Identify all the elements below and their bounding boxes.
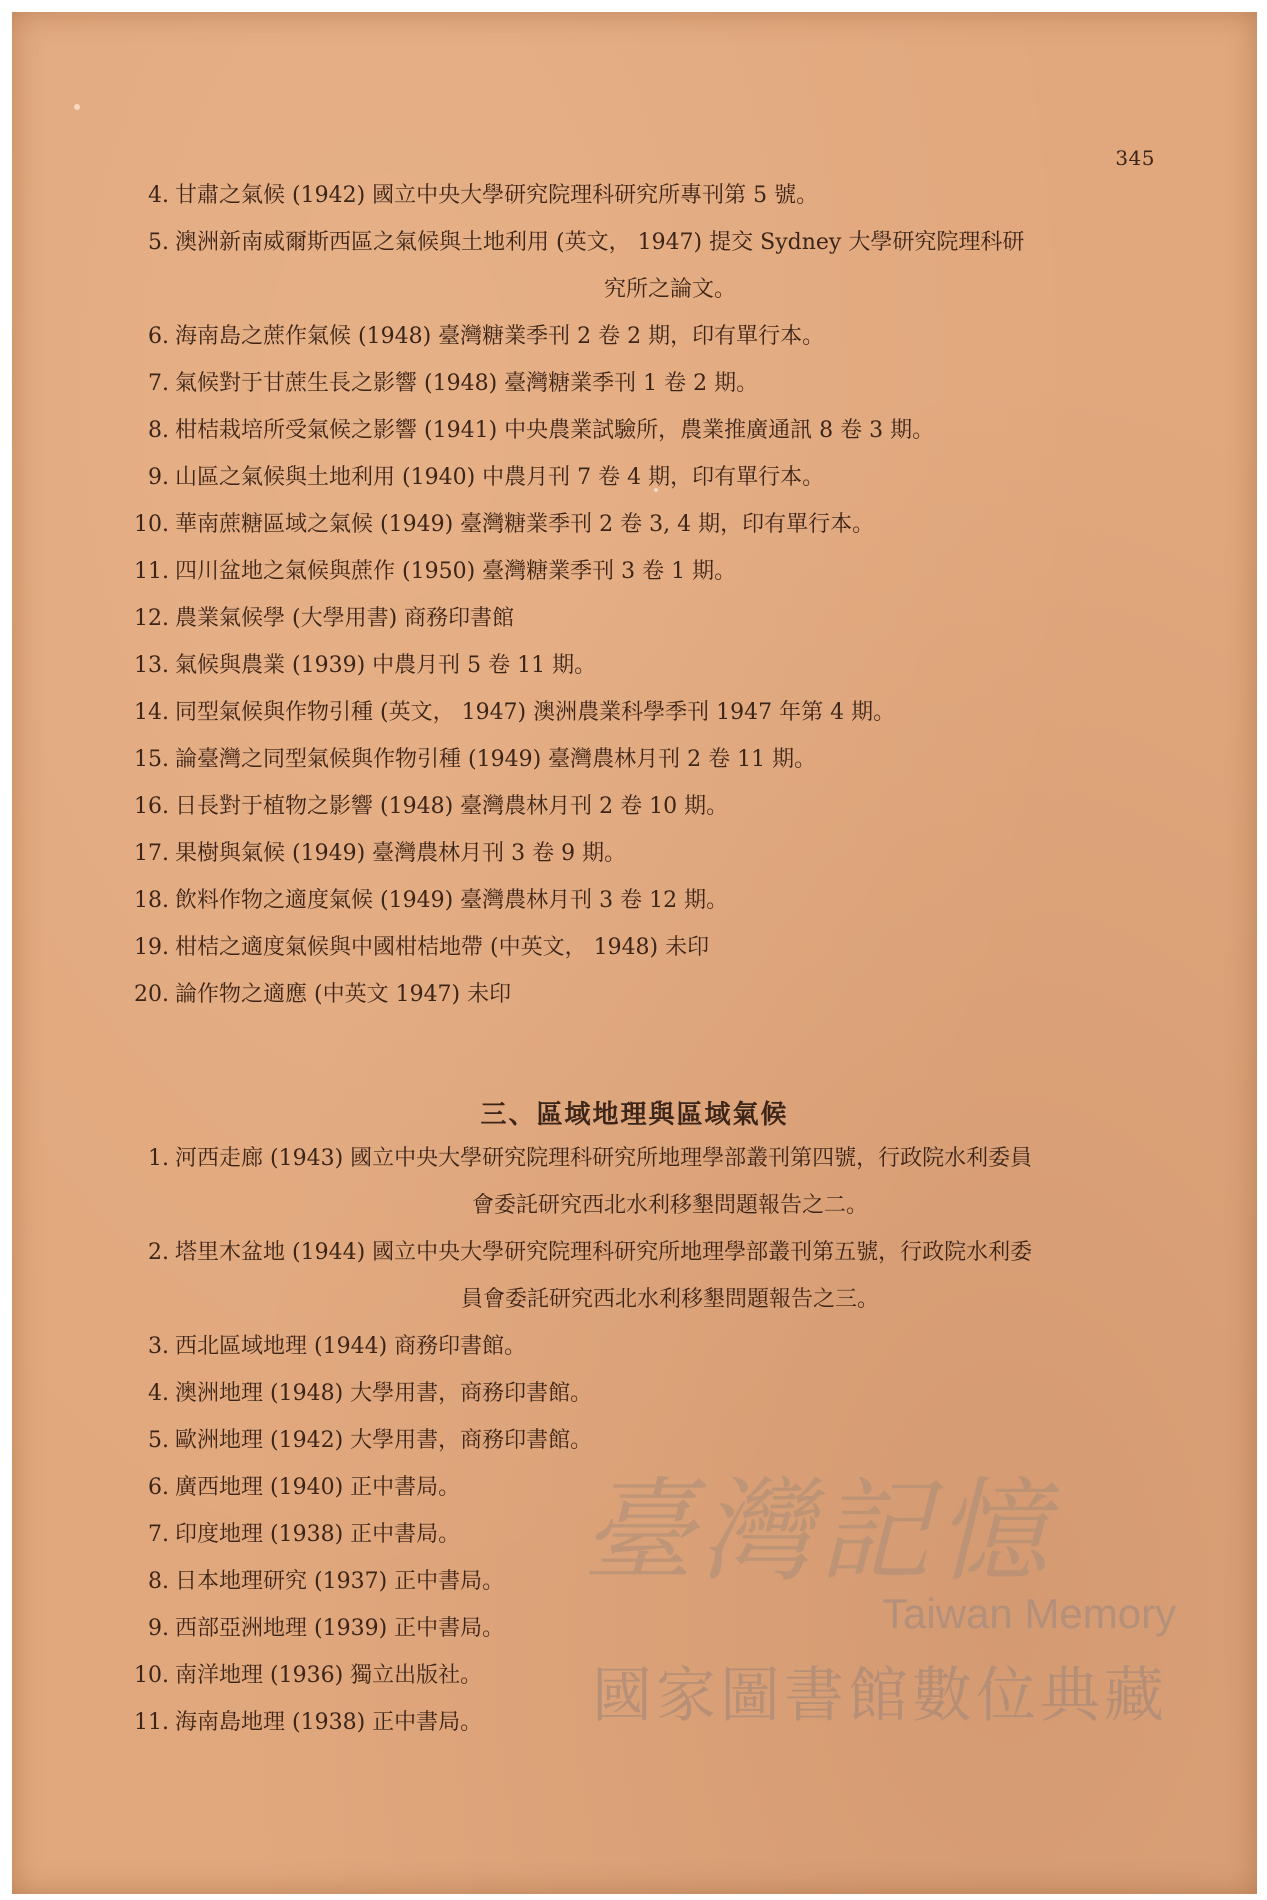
item-number: 5. — [148, 230, 169, 255]
item-text-line: 海南島之蔗作氣候 (1948) 臺灣糖業季刊 2 卷 2 期，印有單行本。 — [175, 324, 825, 349]
item-text — [175, 1370, 592, 1417]
list-item — [12, 313, 1257, 360]
list-item — [12, 1652, 1257, 1699]
item-text-line: 塔里木盆地 (1944) 國立中央大學研究院理科研究所地理學部叢刊第五號，行政院水利委 — [175, 1240, 1033, 1265]
item-text-line: 飲料作物之適度氣候 (1949) 臺灣農林月刊 3 卷 12 期。 — [175, 888, 729, 913]
item-text — [175, 407, 934, 454]
item-number: 17. — [134, 841, 169, 866]
item-text-line: 柑桔之適度氣候與中國柑桔地帶 (中英文， 1948) 未印 — [175, 935, 710, 960]
list-item — [12, 501, 1257, 548]
item-text-line: 氣候對于甘蔗生長之影響 (1948) 臺灣糖業季刊 1 卷 2 期。 — [175, 371, 759, 396]
list-item — [12, 407, 1257, 454]
item-text — [175, 830, 626, 877]
list-item — [12, 454, 1257, 501]
item-text-line: 日本地理研究 (1937) 正中書局。 — [175, 1569, 505, 1594]
list-item — [12, 877, 1257, 924]
item-text — [175, 548, 736, 595]
item-text — [175, 360, 758, 407]
item-text-line: 澳洲地理 (1948) 大學用書，商務印書館。 — [175, 1381, 593, 1406]
watermark-chinese: 國家圖書館數位典藏 — [592, 1661, 1168, 1731]
item-number: 5. — [148, 1428, 169, 1453]
list-item — [12, 1135, 1257, 1229]
list-item — [12, 1605, 1257, 1652]
list-item — [12, 1229, 1257, 1323]
item-text — [175, 689, 895, 736]
list-item — [12, 924, 1257, 971]
item-text — [175, 1229, 1165, 1323]
item-number: 13. — [134, 653, 169, 678]
item-number: 10. — [134, 512, 169, 537]
item-number: 11. — [134, 559, 169, 584]
item-number: 9. — [148, 465, 169, 490]
item-text-line: 柑桔栽培所受氣候之影響 (1941) 中央農業試驗所，農業推廣通訊 8 卷 3 期。 — [175, 418, 935, 443]
list-item — [12, 971, 1257, 1018]
item-text — [175, 1652, 482, 1699]
item-text — [175, 736, 816, 783]
item-text-line: 同型氣候與作物引種 (英文， 1947) 澳洲農業科學季刊 1947 年第 4 期。 — [175, 700, 896, 725]
item-number: 7. — [148, 371, 169, 396]
item-text — [175, 1511, 460, 1558]
item-number: 6. — [148, 324, 169, 349]
publication-list-regional — [12, 1135, 1257, 1746]
item-number: 18. — [134, 888, 169, 913]
item-number: 7. — [148, 1522, 169, 1547]
section-heading: 三、區域地理與區域氣候 — [480, 1100, 789, 1130]
item-number: 10. — [134, 1663, 169, 1688]
item-number: 15. — [134, 747, 169, 772]
item-number: 9. — [148, 1616, 169, 1641]
item-number: 19. — [134, 935, 169, 960]
item-text — [175, 219, 1165, 313]
item-number: 8. — [148, 1569, 169, 1594]
item-number: 11. — [134, 1710, 169, 1735]
item-text — [175, 595, 514, 642]
item-text — [175, 924, 709, 971]
item-text-line: 海南島地理 (1938) 正中書局。 — [175, 1710, 483, 1735]
list-item — [12, 1370, 1257, 1417]
list-item — [12, 548, 1257, 595]
list-item — [12, 595, 1257, 642]
list-item — [12, 172, 1257, 219]
item-text-line: 廣西地理 (1940) 正中書局。 — [175, 1475, 461, 1500]
item-text-line: 印度地理 (1938) 正中書局。 — [175, 1522, 461, 1547]
item-text-line: 甘肅之氣候 (1942) 國立中央大學研究院理科研究所專刊第 5 號。 — [175, 183, 819, 208]
item-number: 4. — [148, 1381, 169, 1406]
item-number: 14. — [134, 700, 169, 725]
item-text — [175, 501, 874, 548]
item-text — [175, 1699, 482, 1746]
item-text-continuation: 究所之論文。 — [603, 277, 736, 302]
item-text-line: 山區之氣候與土地利用 (1940) 中農月刊 7 卷 4 期，印有單行本。 — [175, 465, 825, 490]
item-text-line: 歐洲地理 (1942) 大學用書，商務印書館。 — [175, 1428, 593, 1453]
item-text-line: 四川盆地之氣候與蔗作 (1950) 臺灣糖業季刊 3 卷 1 期。 — [175, 559, 737, 584]
item-number: 20. — [134, 982, 169, 1007]
item-text-line: 澳洲新南威爾斯西區之氣候與土地利用 (英文， 1947) 提交 Sydney 大學研究院理科研 — [175, 230, 1025, 255]
watermark-english: Taiwan Memory — [882, 1590, 1177, 1637]
publication-list-climate — [12, 172, 1257, 1018]
list-item — [12, 783, 1257, 830]
item-text — [175, 1558, 504, 1605]
item-number: 8. — [148, 418, 169, 443]
item-text — [175, 1323, 526, 1370]
item-text — [175, 454, 824, 501]
item-text-continuation: 員會委託研究西北水利移墾問題報告之三。 — [460, 1287, 879, 1312]
item-text — [175, 172, 818, 219]
item-text-line: 西北區域地理 (1944) 商務印書館。 — [175, 1334, 527, 1359]
item-number: 6. — [148, 1475, 169, 1500]
list-item — [12, 1511, 1257, 1558]
item-text-line: 河西走廊 (1943) 國立中央大學研究院理科研究所地理學部叢刊第四號，行政院水利委員 — [175, 1146, 1033, 1171]
item-number: 4. — [148, 183, 169, 208]
list-item — [12, 1417, 1257, 1464]
item-text — [175, 877, 728, 924]
item-text — [175, 1464, 460, 1511]
item-text-line: 南洋地理 (1936) 獨立出版社。 — [175, 1663, 483, 1688]
item-number: 2. — [148, 1240, 169, 1265]
item-text — [175, 642, 596, 689]
list-item — [12, 830, 1257, 877]
item-text-line: 氣候與農業 (1939) 中農月刊 5 卷 11 期。 — [175, 653, 597, 678]
list-item — [12, 642, 1257, 689]
item-text — [175, 1417, 592, 1464]
list-item — [12, 360, 1257, 407]
item-text — [175, 313, 824, 360]
item-text-line: 西部亞洲地理 (1939) 正中書局。 — [175, 1616, 505, 1641]
list-item — [12, 219, 1257, 313]
item-text — [175, 1135, 1165, 1229]
list-item — [12, 1699, 1257, 1746]
list-item — [12, 689, 1257, 736]
item-text — [175, 971, 511, 1018]
item-text-line: 日長對于植物之影響 (1948) 臺灣農林月刊 2 卷 10 期。 — [175, 794, 729, 819]
item-text-line: 果樹與氣候 (1949) 臺灣農林月刊 3 卷 9 期。 — [175, 841, 627, 866]
list-item — [12, 1323, 1257, 1370]
list-item — [12, 1464, 1257, 1511]
item-text-line: 論臺灣之同型氣候與作物引種 (1949) 臺灣農林月刊 2 卷 11 期。 — [175, 747, 817, 772]
item-text-continuation: 會委託研究西北水利移墾問題報告之二。 — [471, 1193, 868, 1218]
item-text-line: 論作物之適應 (中英文 1947) 未印 — [175, 982, 512, 1007]
item-number: 12. — [134, 606, 169, 631]
watermark-calligraphy: 臺灣記憶 — [582, 1467, 1054, 1597]
item-number: 1. — [148, 1146, 169, 1171]
item-text — [175, 1605, 504, 1652]
list-item — [12, 1558, 1257, 1605]
item-text — [175, 783, 728, 830]
list-item — [12, 736, 1257, 783]
item-number: 16. — [134, 794, 169, 819]
item-text-line: 農業氣候學 (大學用書) 商務印書館 — [175, 606, 515, 631]
item-text-line: 華南蔗糖區域之氣候 (1949) 臺灣糖業季刊 2 卷 3, 4 期，印有單行本。 — [175, 512, 875, 537]
paper-speck — [74, 104, 80, 110]
page-number: 345 — [1115, 146, 1155, 170]
item-number: 3. — [148, 1334, 169, 1359]
scanned-page — [12, 12, 1257, 1894]
